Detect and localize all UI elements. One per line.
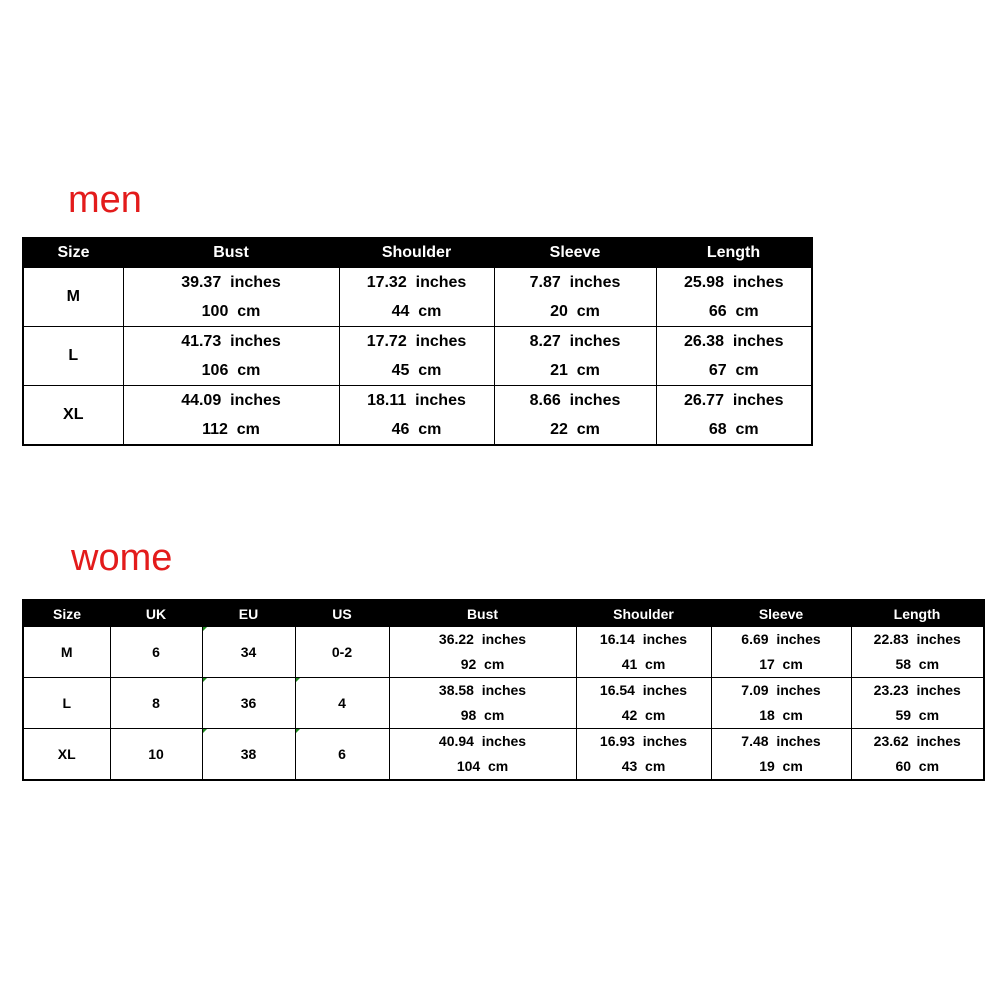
inches-value: 23.62 inches	[873, 733, 961, 749]
shoulder-cell	[576, 729, 711, 781]
eu-cell: 36	[202, 678, 295, 729]
sleeve-cell	[711, 729, 851, 781]
cm-value: 66 cm	[708, 303, 759, 320]
inches-value: 17.32 inches	[366, 274, 467, 291]
inches-value: 22.83 inches	[873, 631, 961, 647]
header-uk: UK	[110, 600, 202, 627]
bust-cell	[123, 386, 339, 446]
length-cell	[851, 729, 984, 781]
header-eu: EU	[202, 600, 295, 627]
header-bust: Bust	[389, 600, 576, 627]
header-shoulder: Shoulder	[576, 600, 711, 627]
cm-value: 98 cm	[460, 707, 505, 723]
length-cell	[656, 268, 812, 327]
shoulder-cell	[339, 268, 494, 327]
size-cell: M	[23, 268, 123, 327]
men-size-table	[22, 237, 813, 446]
inches-value: 44.09 inches	[181, 392, 281, 409]
cm-value: 46 cm	[391, 421, 442, 438]
cm-value: 18 cm	[759, 707, 803, 723]
size-cell: M	[23, 627, 110, 678]
inches-value: 25.98 inches	[683, 274, 784, 291]
header-sleeve: Sleeve	[494, 238, 656, 268]
inches-value: 38.58 inches	[438, 682, 527, 698]
cm-value: 45 cm	[391, 362, 442, 379]
cm-value: 106 cm	[201, 362, 261, 379]
cm-value: 43 cm	[621, 758, 666, 774]
table-row	[23, 729, 984, 781]
inches-value: 26.38 inches	[683, 333, 784, 350]
size-cell: XL	[23, 386, 123, 446]
inches-value: 18.11 inches	[367, 392, 466, 409]
inches-value: 36.22 inches	[438, 631, 527, 647]
size-cell: L	[23, 678, 110, 729]
table-row	[23, 386, 812, 446]
table-row	[23, 268, 812, 327]
inches-value: 8.27 inches	[529, 333, 621, 350]
women-section-title: wome	[71, 537, 173, 579]
cm-value: 42 cm	[621, 707, 666, 723]
bust-cell	[389, 678, 576, 729]
bust-cell	[123, 268, 339, 327]
eu-cell: 38	[202, 729, 295, 781]
shoulder-cell	[339, 386, 494, 446]
inches-value: 7.87 inches	[529, 274, 621, 291]
us-cell: 6	[295, 729, 389, 781]
header-length: Length	[656, 238, 812, 268]
cm-value: 21 cm	[550, 362, 600, 379]
uk-cell: 10	[110, 729, 202, 781]
table-row	[23, 627, 984, 678]
sleeve-cell	[494, 327, 656, 386]
cm-value: 19 cm	[759, 758, 803, 774]
eu-cell: 34	[202, 627, 295, 678]
header-size: Size	[23, 600, 110, 627]
women-size-table	[22, 599, 985, 781]
sleeve-cell	[494, 386, 656, 446]
bust-cell	[123, 327, 339, 386]
uk-cell: 8	[110, 678, 202, 729]
bust-cell	[389, 729, 576, 781]
size-cell: XL	[23, 729, 110, 781]
inches-value: 39.37 inches	[181, 274, 281, 291]
cm-value: 112 cm	[202, 421, 260, 438]
cm-value: 67 cm	[708, 362, 759, 379]
inches-value: 40.94 inches	[438, 733, 527, 749]
men-section-title: men	[68, 179, 142, 221]
sleeve-cell	[711, 627, 851, 678]
cm-value: 100 cm	[201, 303, 261, 320]
table-row	[23, 327, 812, 386]
header-bust: Bust	[123, 238, 339, 268]
cm-value: 17 cm	[759, 656, 803, 672]
header-sleeve: Sleeve	[711, 600, 851, 627]
table-row	[23, 678, 984, 729]
length-cell	[656, 386, 812, 446]
header-us: US	[295, 600, 389, 627]
cm-value: 58 cm	[895, 656, 940, 672]
inches-value: 23.23 inches	[873, 682, 961, 698]
inches-value: 7.09 inches	[741, 682, 821, 698]
size-cell: L	[23, 327, 123, 386]
inches-value: 7.48 inches	[741, 733, 821, 749]
cm-value: 60 cm	[895, 758, 940, 774]
length-cell	[851, 627, 984, 678]
header-length: Length	[851, 600, 984, 627]
table-header-row	[23, 238, 812, 268]
inches-value: 41.73 inches	[181, 333, 281, 350]
inches-value: 16.14 inches	[599, 631, 688, 647]
table-header-row	[23, 600, 984, 627]
inches-value: 17.72 inches	[366, 333, 467, 350]
inches-value: 6.69 inches	[741, 631, 821, 647]
inches-value: 8.66 inches	[529, 392, 621, 409]
cm-value: 41 cm	[621, 656, 666, 672]
bust-cell	[389, 627, 576, 678]
sleeve-cell	[494, 268, 656, 327]
us-cell: 0-2	[295, 627, 389, 678]
us-cell: 4	[295, 678, 389, 729]
inches-value: 26.77 inches	[683, 392, 784, 409]
shoulder-cell	[576, 678, 711, 729]
sleeve-cell	[711, 678, 851, 729]
inches-value: 16.54 inches	[599, 682, 688, 698]
length-cell	[656, 327, 812, 386]
inches-value: 16.93 inches	[599, 733, 688, 749]
cm-value: 44 cm	[391, 303, 442, 320]
length-cell	[851, 678, 984, 729]
cm-value: 92 cm	[460, 656, 505, 672]
cm-value: 20 cm	[550, 303, 600, 320]
cm-value: 59 cm	[895, 707, 940, 723]
header-shoulder: Shoulder	[339, 238, 494, 268]
shoulder-cell	[576, 627, 711, 678]
cm-value: 104 cm	[456, 758, 509, 774]
cm-value: 22 cm	[550, 421, 600, 438]
header-size: Size	[23, 238, 123, 268]
shoulder-cell	[339, 327, 494, 386]
cm-value: 68 cm	[708, 421, 759, 438]
uk-cell: 6	[110, 627, 202, 678]
